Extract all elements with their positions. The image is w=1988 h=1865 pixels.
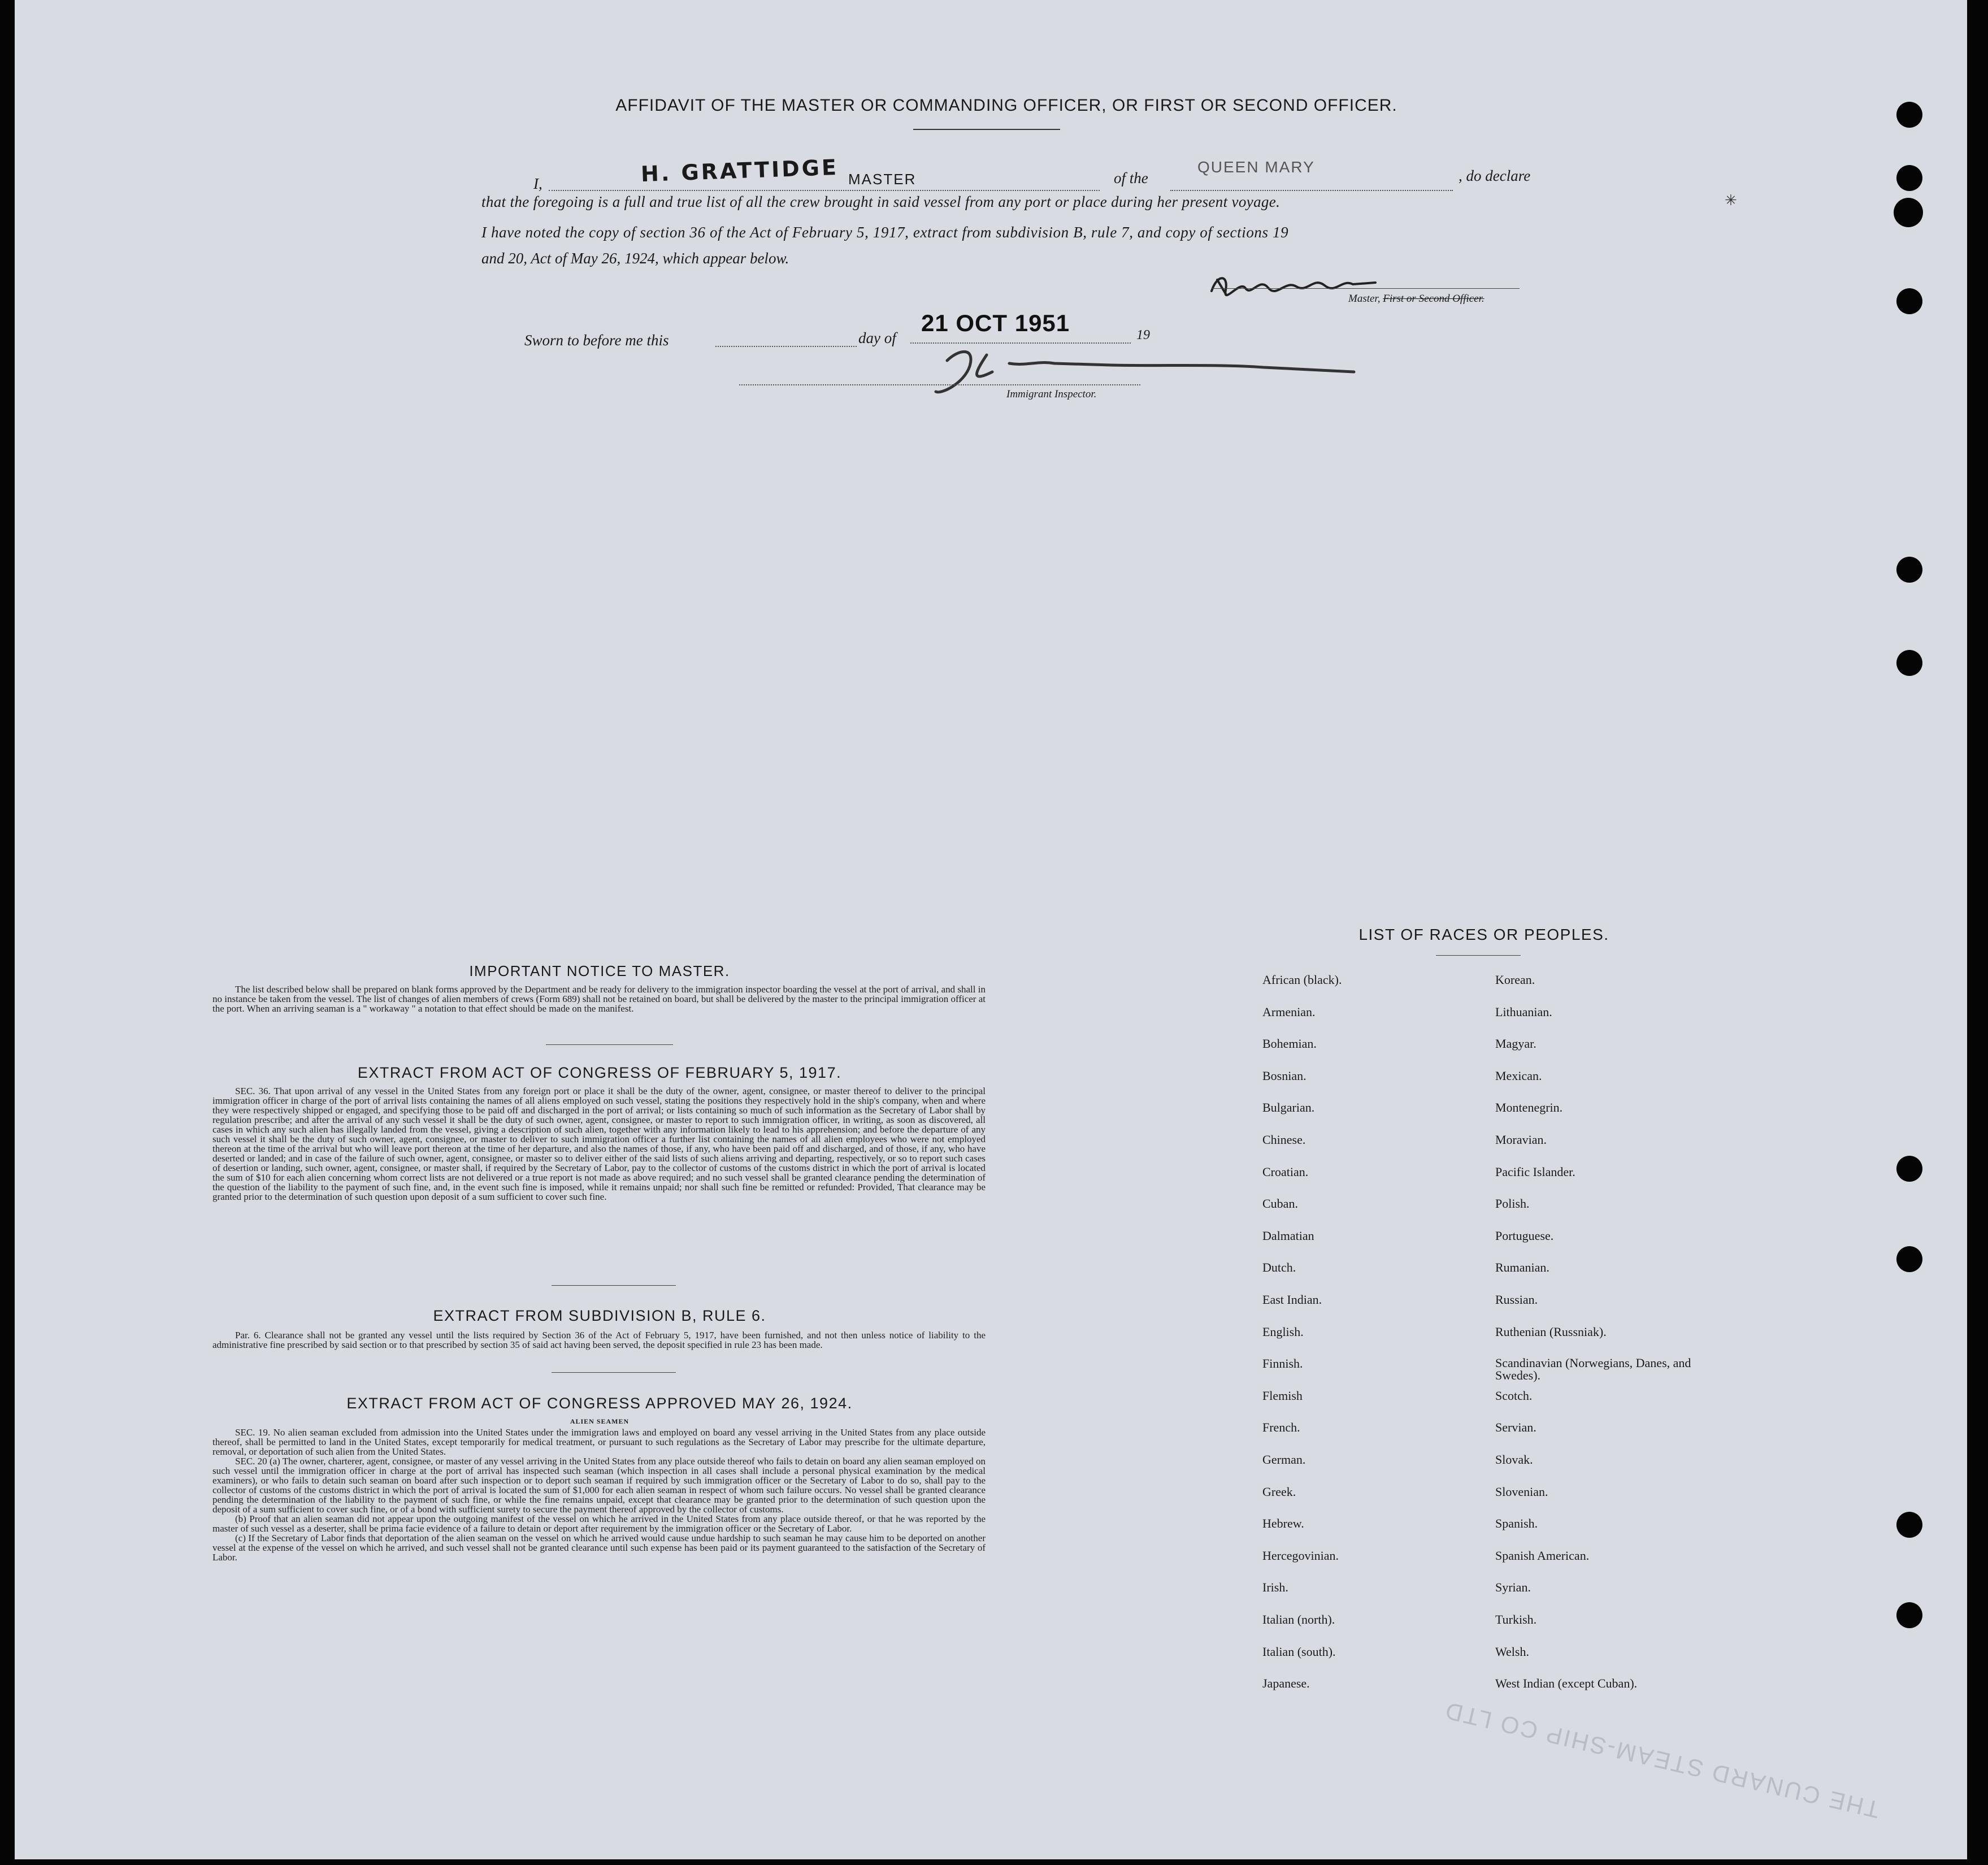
race-item: Mexican. [1495, 1068, 1542, 1083]
race-item: German. [1262, 1452, 1306, 1467]
sec-36-paragraph: SEC. 36. That upon arrival of any vessel in the United States from any foreign port or place it shall be the duty of the owner, agent, consignee, or master thereof to deliver to the principal immigration officer in charge of the port of arrival lists containing the names of all aliens employed on such vessel, stating the positions they respectively hold in the ship's company, when and where they were respectively shipped or engaged, and specifying those to be paid off and discharged in the port of arrival; or lists containing so much of such information as the Secretary of Labor shall by regulation prescribe; and after the arrival of any such vessel it shall be the duty of such owner, agent, consignee, or master to report to such immigration officer, in writing, as soon as discovered, all cases in which any such alien has illegally landed from the vessel, giving a description of such alien, together with any information likely to lead to his apprehension; and before the departure of any such vessel it shall be the duty of such owner, agent, consignee, or master to deliver to such immigration officer a further list containing the names of all alien employees who were not employed thereon at the time of the arrival but who will leave port thereon at the time of her departure, and also the names of those, if any, who have been paid off and discharged, and of those, if any, who have deserted or landed; and in case of the failure of such owner, agent, consignee, or master so to deliver either of the said lists of such aliens arriving and departing, respectively, or so to report such cases of desertion or landing, such owner, agent, consignee, or master shall, if required by the Secretary of Labor, pay to the collector of customs of the customs district in which the port of arrival is located the sum of $10 for each alien concerning whom correct lists are not delivered or a true report is not made as above required; and no such vessel shall be granted clearance pending the determination of the question of the liability to the payment of such fine, and, in the event such fine is imposed, while it remains unpaid; nor shall such fine be remitted or refunded: Provided, That clearance may be granted prior to the determination of such question upon deposit of a sum sufficient to cover such fine. [212, 1086, 986, 1202]
race-item: Portuguese. [1495, 1228, 1554, 1243]
signature-caption: Master, First or Second Officer. [1348, 293, 1485, 305]
divider [546, 1044, 673, 1045]
notice-paragraph: The list described below shall be prepared on blank forms approved by the Department and be ready for delivery to the immigration inspector boarding the vessel at the port of arrival, and shall in no instance be taken from the vessel. The list of changes of alien members of crews (Form 689) shall not be retained on board, but shall be delivered by the master to the principal immigration officer at the port. When an arriving seaman is a " workaway " a notation to that effect should be made on the manifest. [212, 984, 986, 1014]
race-item: Irish. [1262, 1580, 1288, 1595]
punch-hole [1896, 1246, 1922, 1272]
affidavit-title: AFFIDAVIT OF THE MASTER OR COMMANDING OFFICER, OR FIRST OR SECOND OFFICER. [615, 96, 1397, 115]
race-item: Scandinavian (Norwegians, Danes, and Swedes). [1495, 1356, 1691, 1383]
sworn-label: Sworn to before me this [524, 332, 669, 349]
inspector-signature [924, 338, 1365, 400]
race-item: Welsh. [1495, 1644, 1529, 1659]
punch-hole [1896, 288, 1922, 314]
race-item: Hercegovinian. [1262, 1548, 1339, 1563]
race-item: Croatian. [1262, 1164, 1309, 1179]
punch-hole [1896, 165, 1922, 191]
affidavit-do-declare: , do declare [1459, 167, 1531, 184]
notice-title: IMPORTANT NOTICE TO MASTER. [469, 962, 730, 979]
document-page [15, 0, 1967, 1859]
race-item: Slovenian. [1495, 1484, 1548, 1499]
race-item: Rumanian. [1495, 1260, 1549, 1275]
affidavit-line-4: and 20, Act of May 26, 1924, which appear below. [481, 250, 789, 267]
race-item: Russian. [1495, 1293, 1538, 1307]
race-item: Korean. [1495, 973, 1535, 987]
race-item: Finnish. [1262, 1356, 1303, 1371]
race-item: Turkish. [1495, 1612, 1537, 1627]
races-title-underline [1436, 955, 1521, 956]
race-item: Japanese. [1262, 1676, 1310, 1691]
vessel-name: QUEEN MARY [1197, 158, 1315, 176]
race-item: Hebrew. [1262, 1516, 1304, 1531]
affidavit-line-3: I have noted the copy of section 36 of the Act of February 5, 1917, extract from subdivision B, rule 7, and copy of sections 19 [481, 224, 1289, 241]
race-item: Italian (south). [1262, 1644, 1336, 1659]
extract-1917-text [212, 1086, 986, 1202]
sec-20b-paragraph: (b) Proof that an alien seaman did not appear upon the outgoing manifest of the vessel on which he arrived in the United States from any place outside thereof, or that he was reported by the master of such vessel as a deserter, shall be prima facie evidence of a failure to detain or deport after requirement by the immigration officer or the Secretary of Labor. [212, 1513, 986, 1534]
race-item: Scotch. [1495, 1388, 1533, 1403]
punch-hole [1896, 1512, 1922, 1538]
race-item: Lithuanian. [1495, 1004, 1552, 1019]
notice-text [212, 984, 986, 1013]
sworn-date: 21 OCT 1951 [921, 310, 1070, 336]
race-item: Italian (north). [1262, 1612, 1335, 1627]
race-item: English. [1262, 1324, 1304, 1339]
par-6-paragraph: Par. 6. Clearance shall not be granted any vessel until the lists required by Section 36 of the Act of February 5, 1917, have been furnished, and not then unless notice of liability to the administrative fine prescribed by said section or to that prescribed by section 35 of said act having been served, the deposit specified in rule 23 has been made. [212, 1330, 986, 1350]
punch-hole [1894, 198, 1923, 227]
asterisk-mark: ✳ [1725, 192, 1737, 209]
affidavit-line-2: that the foregoing is a full and true list of all the crew brought in said vessel from any port or place during her present voyage. [481, 193, 1281, 210]
inspector-caption: Immigrant Inspector. [1006, 388, 1097, 400]
inspector-scrawl-icon [924, 338, 1365, 400]
divider [552, 1372, 676, 1373]
race-item: Montenegrin. [1495, 1100, 1563, 1115]
race-item: Greek. [1262, 1484, 1296, 1499]
race-item: Magyar. [1495, 1036, 1536, 1051]
master-rank: MASTER [848, 171, 917, 188]
race-item: Polish. [1495, 1196, 1530, 1211]
race-item: Bosnian. [1262, 1068, 1306, 1083]
punch-hole [1896, 557, 1922, 583]
punch-hole [1896, 102, 1922, 128]
race-item: Bulgarian. [1262, 1100, 1315, 1115]
race-item: Spanish. [1495, 1516, 1538, 1531]
race-item: Syrian. [1495, 1580, 1531, 1595]
race-item: Armenian. [1262, 1004, 1316, 1019]
master-name-line [549, 190, 1100, 191]
signature-line [1212, 288, 1520, 289]
race-item: Dalmatian [1262, 1228, 1314, 1243]
sworn-day-line [715, 346, 857, 347]
sec-19-paragraph: SEC. 19. No alien seaman excluded from admission into the United States under the immigration laws and employed on board any vessel arriving in the United States from any place outside thereof, shall be permitted to land in the United States, except temporarily for medical treatment, or pursuant to such regulations as the Secretary of Labor may prescribe for the ultimate departure, removal, or deportation of such alien from the United States. [212, 1427, 986, 1457]
sworn-day-of: day of [858, 329, 896, 346]
race-item: Pacific Islander. [1495, 1164, 1575, 1179]
punch-hole [1896, 650, 1922, 676]
race-item: French. [1262, 1420, 1300, 1435]
extract-1924-title: EXTRACT FROM ACT OF CONGRESS APPROVED MAY 26, 1924. [346, 1395, 853, 1412]
affidavit-of-the: of the [1114, 170, 1148, 186]
race-item: Bohemian. [1262, 1036, 1317, 1051]
race-item: East Indian. [1262, 1293, 1322, 1307]
race-item: West Indian (except Cuban). [1495, 1676, 1638, 1691]
race-item: Chinese. [1262, 1133, 1306, 1147]
punch-hole [1896, 1156, 1922, 1182]
extract-1917-title: EXTRACT FROM ACT OF CONGRESS OF FEBRUARY 5, 1917. [357, 1064, 842, 1081]
company-stamp: THE CUNARD STEAM-SHIP CO LTD [1441, 1697, 1882, 1824]
race-item: Moravian. [1495, 1133, 1547, 1147]
punch-hole [1896, 1602, 1922, 1628]
sec-20c-paragraph: (c) If the Secretary of Labor finds that deportation of the alien seaman on the vessel on which he arrived would cause undue hardship to such seaman he may cause him to be deported on another vessel at the expense of the vessel on which he arrived, and such vessel shall not be granted clearance until such expense has been paid or its payment guaranteed to the satisfaction of the Secretary of Labor. [212, 1533, 986, 1563]
races-title: LIST OF RACES OR PEOPLES. [1358, 926, 1609, 943]
extract-1924-subtitle: ALIEN SEAMEN [570, 1417, 630, 1425]
extract-1924-text [212, 1428, 986, 1562]
race-item: Flemish [1262, 1388, 1303, 1403]
sec-20a-paragraph: SEC. 20 (a) The owner, charterer, agent, consignee, or master of any vessel arriving in the United States from any place outside thereof who fails to detain on board any alien seaman employed on such vessel until the immigration officer in charge at the port of arrival has inspected such seaman (which inspection in all cases shall include a personal physical examination by the medical examiners), or who fails to detain such seaman on board after such inspection or to deport such seaman if required by such immigration officer or the Secretary of Labor to do so, shall pay to the collector of customs of the customs district in which the port of arrival is located the sum of $1,000 for each alien seaman in respect of whom such failure occurs. No vessel shall be granted clearance pending the determination of the liability to the payment of such fine, or while the fine remains unpaid, except that clearance may be granted prior to the determination of such question upon the deposit of a sum sufficient to cover such fine, or of a bond with sufficient surety to secure the payment thereof approved by the collector of customs. [212, 1456, 986, 1515]
affidavit-i-label: I, [533, 175, 542, 192]
subdivision-b-title: EXTRACT FROM SUBDIVISION B, RULE 6. [433, 1307, 766, 1324]
title-underline [913, 129, 1060, 130]
year-prefix: 19 [1136, 328, 1150, 342]
race-item: Servian. [1495, 1420, 1536, 1435]
vessel-name-line [1170, 190, 1453, 191]
subdivision-b-text [212, 1330, 986, 1350]
race-item: Spanish American. [1495, 1548, 1590, 1563]
race-item: Ruthenian (Russniak). [1495, 1324, 1607, 1339]
race-item: Dutch. [1262, 1260, 1296, 1275]
inspector-line [739, 384, 1140, 385]
divider [552, 1285, 676, 1286]
master-name: H. GRATTIDGE [640, 154, 839, 187]
race-item: African (black). [1262, 973, 1342, 987]
race-item: Slovak. [1495, 1452, 1533, 1467]
race-item: Cuban. [1262, 1196, 1298, 1211]
